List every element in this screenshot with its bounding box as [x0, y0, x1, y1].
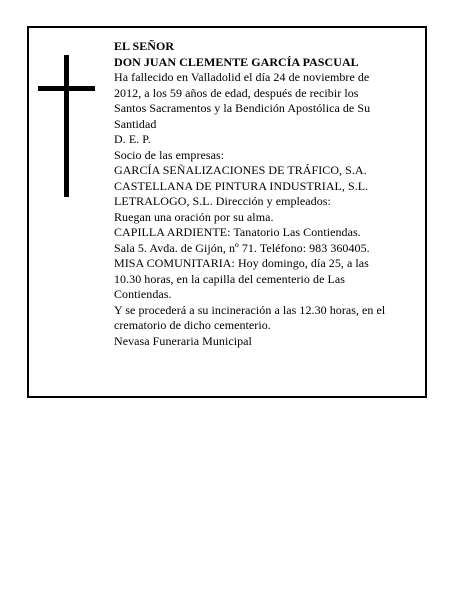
notice-body-line: Ruegan una oración por su alma.	[114, 209, 274, 224]
notice-company: LETRALOGO, S.L. Dirección y empleados:	[114, 194, 331, 208]
notice-rip: D. E. P.	[114, 132, 151, 146]
notice-body-line: Santos Sacramentos y la Bendición Apostólica de Su	[114, 101, 371, 115]
notice-honorific: EL SEÑOR	[114, 39, 175, 53]
notice-funeral-home: Nevasa Funeraria Municipal	[114, 333, 252, 348]
obituary-text	[114, 39, 424, 349]
notice-mass: MISA COMUNITARIA: Hoy domingo, día 25, a las	[114, 256, 369, 270]
cross-horizontal-bar	[38, 86, 95, 91]
notice-cremation: Y se procederá a su incineración a las 12.30 horas, en el	[114, 302, 386, 317]
notice-body-line: crematorio de dicho cementerio.	[114, 318, 271, 332]
notice-chapel-address: Sala 5. Avda. de Gijón, nº 71. Teléfono: 983 360405.	[114, 240, 370, 255]
notice-company: GARCÍA SEÑALIZACIONES DE TRÁFICO, S.A.	[114, 163, 367, 177]
notice-deceased-name: DON JUAN CLEMENTE GARCÍA PASCUAL	[114, 54, 359, 69]
notice-body-line: Socio de las empresas:	[114, 147, 225, 162]
notice-body-line: Santidad	[114, 116, 157, 131]
cross-vertical-bar	[64, 55, 69, 197]
notice-body-line: Ha fallecido en Valladolid el día 24 de noviembre de	[114, 70, 370, 84]
notice-company: CASTELLANA DE PINTURA INDUSTRIAL, S.L.	[114, 178, 369, 193]
notice-chapel: CAPILLA ARDIENTE: Tanatorio Las Contiendas.	[114, 225, 361, 239]
notice-body-line: 10.30 horas, en la capilla del cementerio de Las	[114, 271, 345, 286]
notice-body-line: Contiendas.	[114, 287, 172, 301]
notice-body-line: 2012, a los 59 años de edad, después de recibir los	[114, 85, 359, 100]
